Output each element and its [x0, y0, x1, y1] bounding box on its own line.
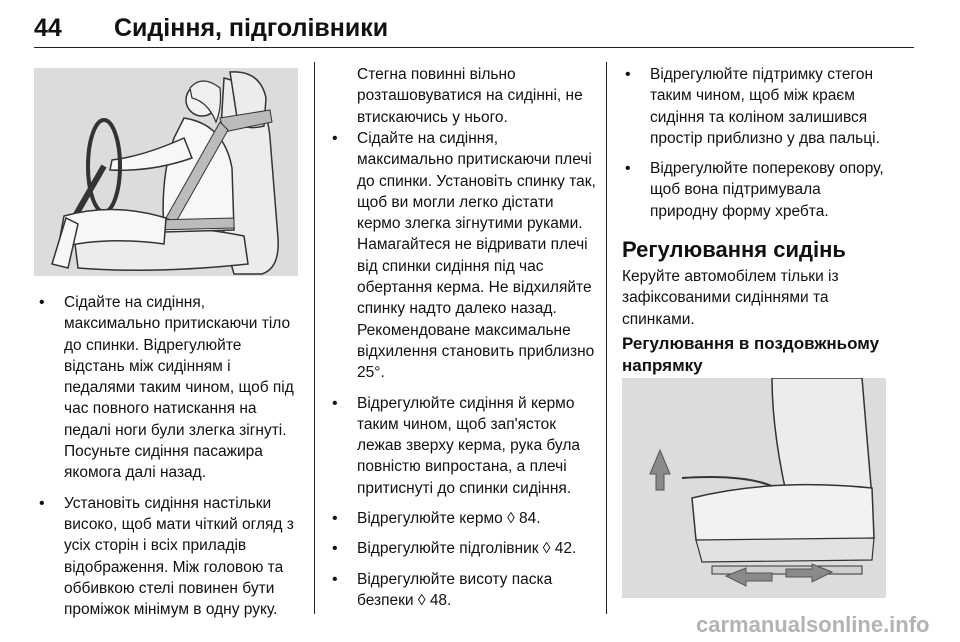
column1-bullet-list — [34, 292, 302, 629]
driver-seating-illustration — [34, 68, 298, 276]
watermark: carmanualsonline.info — [696, 612, 930, 637]
section-heading: Регулювання сидінь — [622, 237, 846, 262]
list-item: • Відрегулюйте висоту паска безпеки ◊ 48. — [327, 569, 597, 612]
page-number: 44 — [34, 14, 62, 42]
driver-seating-drawing — [34, 68, 298, 276]
list-item: • Сідайте на сидіння, максимально притискаючи плечі до спинки. Установіть спинку так, щоб ви могли легко дістати кермо злегка зігнутими руками. Намагайтеся не відривати плечі від спинки сидіння під час обертання керма. Не відхиляйте спинку надто далеко назад. Рекомендоване максимальне відхилення становить приблизно 25°. — [327, 128, 597, 384]
list-item: • Відрегулюйте підголівник ◊ 42. — [327, 538, 597, 559]
header-rule — [34, 47, 914, 48]
list-item: • Установіть сидіння настільки високо, щоб мати чіткий огляд з усіх сторін і всіх приладів відображення. Між головою та оббивкою стелі повинен бути проміжок мінімум в одну руку. — [34, 493, 302, 621]
column-divider — [314, 62, 315, 614]
list-item: • Сідайте на сидіння, максимально притискаючи тіло до спинки. Відрегулюйте відстань між сидінням і педалями таким чином, щоб під час повного натискання на педалі ноги були злегка зігнуті. Посуньте сидіння пасажира якомога далі назад. — [34, 292, 302, 484]
seat-adjustment-drawing — [622, 378, 886, 598]
column2-intro-text: Стегна повинні вільно розташовуватися на сидінні, не втискаючись у нього. — [357, 66, 583, 126]
page-title: Сидіння, підголівники — [114, 14, 389, 42]
column-divider — [606, 62, 607, 614]
column3-bullet-list — [620, 64, 892, 231]
page-header — [34, 6, 914, 46]
subsection-heading: Регулювання в поздовжньому напрямку — [622, 334, 880, 375]
section-text: Керуйте автомобілем тільки із зафіксованими сидіннями та спинками. — [622, 268, 839, 328]
list-item: • Відрегулюйте сидіння й кермо таким чином, щоб зап'ясток лежав зверху керма, рука була повністю випростана, а плечі притиснуті до спинки сидіння. — [327, 393, 597, 499]
seat-adjustment-illustration — [622, 378, 886, 598]
list-item: • Відрегулюйте підтримку стегон таким чином, щоб між краєм сидіння та коліном залишився простір приблизно у два пальці. — [620, 64, 892, 149]
column2-bullet-list — [327, 128, 597, 620]
list-item: • Відрегулюйте поперекову опору, щоб вона підтримувала природну форму хребта. — [620, 158, 892, 222]
list-item: • Відрегулюйте кермо ◊ 84. — [327, 508, 597, 529]
